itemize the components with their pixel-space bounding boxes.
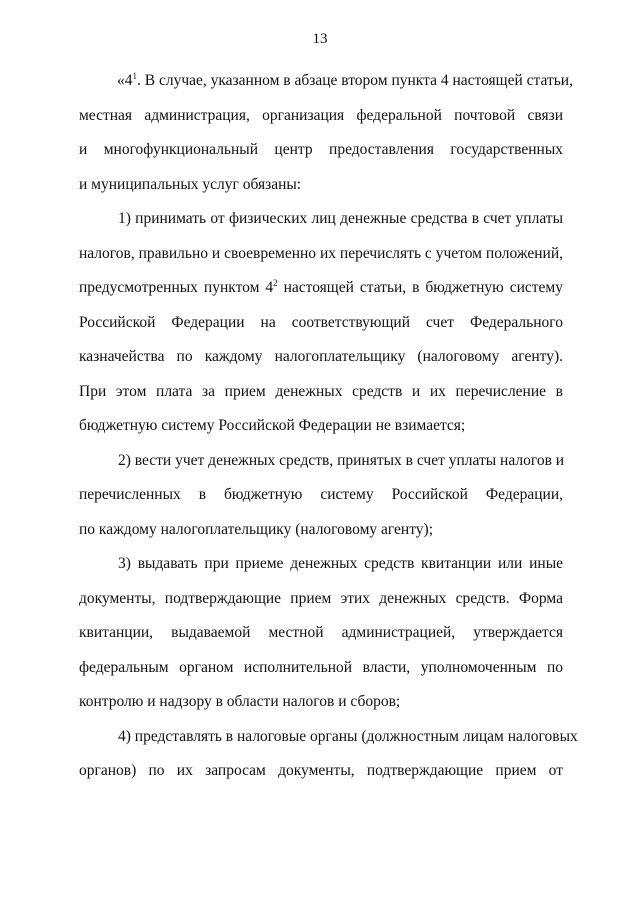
text-line: При этом плата за прием денежных средств и их перечисление в (79, 382, 563, 400)
text-line: перечисленных в бюджетную систему Российской Федерации, (79, 486, 563, 503)
text-line: местная администрация, организация федеральной почтовой связи (79, 106, 563, 124)
text-line: предусмотренных пунктом $4^2$ настоящей статьи, в бюджетную систему (79, 278, 563, 296)
text-line: и многофункциональный центр предоставления государственных (79, 141, 563, 158)
text-line: «$4^1$. В случае, указанном в абзаце втором пункта 4 настоящей статьи, (117, 71, 573, 89)
text-line: казначейства по каждому налогоплательщику (налоговому агенту). (79, 348, 563, 365)
text-line: контролю и надзору в области налогов и сборов; (79, 693, 401, 710)
paragraph (79, 64, 573, 202)
superscript: 2 (273, 278, 278, 288)
text-line: по каждому налогоплательщику (налоговому агенту); (79, 520, 434, 538)
text-line: документы, подтверждающие прием этих денежных средств. Форма (79, 589, 563, 607)
text-line: 2) вести учет денежных средств, принятых в счет уплаты налогов и (118, 451, 565, 469)
page-number: 13 (312, 31, 328, 47)
document-body (79, 64, 578, 789)
paragraph (79, 547, 563, 720)
text-line: 3) выдавать при приеме денежных средств квитанции или иные (118, 555, 563, 572)
text-line: налогов, правильно и своевременно их перечислять с учетом положений, (79, 244, 563, 262)
text-line: бюджетную систему Российской Федерации не взимается; (79, 417, 466, 434)
text-line: Российской Федерации на соответствующий счет Федерального (79, 313, 563, 331)
text-line: органов) по их запросам документы, подтверждающие прием от (79, 762, 563, 779)
text-line: 4) представлять в налоговые органы (должностным лицам налоговых (118, 727, 578, 745)
text-line: 1) принимать от физических лиц денежные средства в счет уплаты (118, 210, 563, 227)
text-line: квитанции, выдаваемой местной администрацией, утверждается (79, 624, 563, 641)
text-line: федеральным органом исполнительной власти, уполномоченным по (79, 658, 563, 676)
superscript: 1 (132, 71, 137, 81)
text-line: и муниципальных услуг обязаны: (79, 175, 302, 193)
paragraph (79, 720, 578, 789)
paragraph (79, 202, 563, 444)
paragraph (79, 444, 563, 548)
